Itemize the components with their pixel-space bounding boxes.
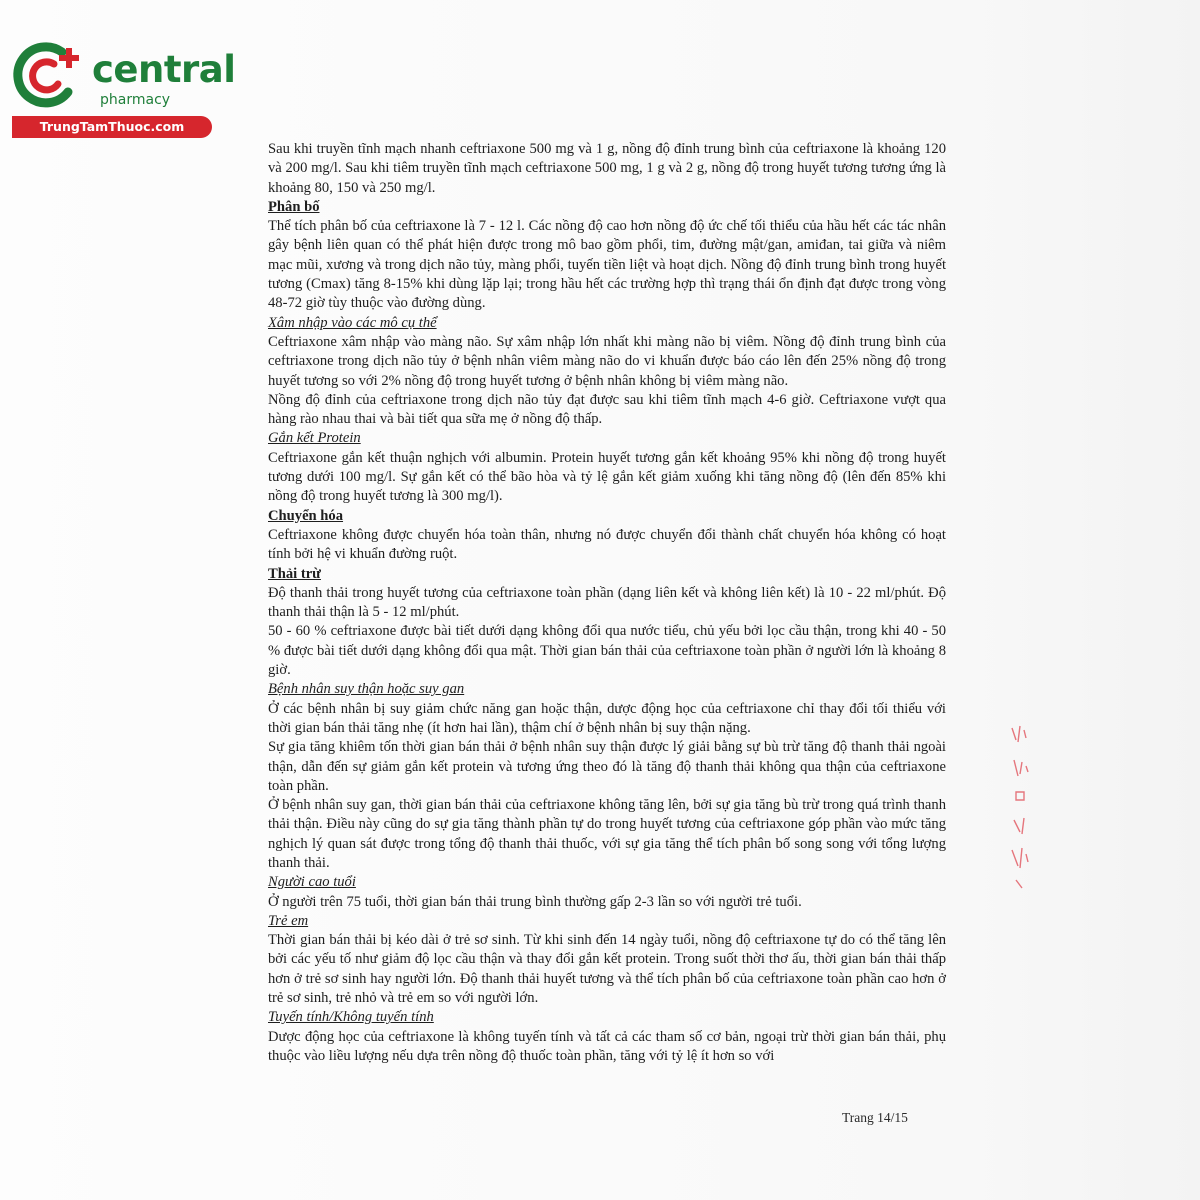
paragraph: Ceftriaxone xâm nhập vào màng não. Sự xâm nhập lớn nhất khi màng não bị viêm. Nồng độ đỉnh trung bình của ceftriaxone trong dịch não tủy ở bệnh nhân viêm màng não do vi khuẩn được báo cáo lên đến 25% nồng độ trong huyết tương so với 2% nồng độ trong huyết tương ở bệnh nhân không bị viêm màng não.	[268, 333, 946, 389]
paragraph: Độ thanh thải trong huyết tương của ceftriaxone toàn phần (dạng liên kết và không liên kết) là 10 - 22 ml/phút. Độ thanh thải thận là 5 - 12 ml/phút.	[268, 584, 946, 621]
paragraph: Ở bệnh nhân suy gan, thời gian bán thải của ceftriaxone không tăng lên, bởi sự gia tăng bù trừ trong quá trình thanh thải thận. Điều này cũng do sự gia tăng thành phần tự do trong huyết tương của ceftriaxone góp phần vào mức tăng nghịch lý quan sát được trong tổng độ thanh thải thuốc, với sự gia tăng thể tích phân bố song song với tổng lượng thanh thải.	[268, 797, 946, 871]
subsection-heading: Người cao tuổi	[268, 874, 356, 891]
subsection-heading: Trẻ em	[268, 912, 309, 929]
document-body	[268, 140, 946, 1066]
paragraph: Sau khi truyền tĩnh mạch nhanh ceftriaxone 500 mg và 1 g, nồng độ đỉnh trung bình của ceftriaxone là khoảng 120 và 200 mg/l. Sau khi tiêm truyền tĩnh mạch ceftriaxone 500 mg, 1 g và 2 g, nồng độ trong huyết tương tương ứng là khoảng 80, 150 và 250 mg/l.	[268, 141, 946, 196]
pharmacy-logo-icon	[10, 38, 88, 116]
section-heading: Phân bố	[268, 198, 320, 215]
paragraph: Dược động học của ceftriaxone là không tuyến tính và tất cả các tham số cơ bản, ngoại trừ thời gian bán thải, phụ thuộc vào liều lượng nếu dựa trên nồng độ thuốc toàn phần, tăng với tỷ lệ ít hơn so với	[268, 1028, 946, 1064]
paragraph: Sự gia tăng khiêm tốn thời gian bán thải ở bệnh nhân suy thận được lý giải bằng sự bù trừ tăng độ thanh thải ngoài thận, dẫn đến sự giảm gắn kết protein và tương ứng theo đó là tăng độ thanh thải không qua thận của ceftriaxone toàn phần.	[268, 739, 946, 794]
subsection-heading: Xâm nhập vào các mô cụ thể	[268, 314, 437, 331]
paragraph: Thời gian bán thải bị kéo dài ở trẻ sơ sinh. Từ khi sinh đến 14 ngày tuổi, nồng độ ceftriaxone tự do có thể tăng lên bởi các yếu tố như giảm độ lọc cầu thận và thay đổi gắn kết protein. Trong suốt thời thơ ấu, thời gian bán thải thấp hơn ở trẻ sơ sinh hay người lớn. Độ thanh thải huyết tương và thể tích phân bố của ceftriaxone toàn phần cao hơn ở trẻ sơ sinh, trẻ nhỏ và trẻ em so với người lớn.	[268, 932, 946, 1007]
side-stamp-mark	[1006, 720, 1034, 890]
central-pharmacy-logo[interactable]	[10, 36, 236, 140]
logo-name: central	[92, 48, 236, 91]
section-heading: Chuyển hóa	[268, 507, 344, 524]
logo-banner: TrungTamThuoc.com	[12, 116, 212, 138]
logo-subtitle: pharmacy	[100, 92, 171, 108]
paragraph: Ceftriaxone gắn kết thuận nghịch với albumin. Protein huyết tương gắn kết khoảng 95% khi nồng độ trong huyết tương dưới 100 mg/l. Sự gắn kết có thể bão hòa và tỷ lệ gắn kết giảm xuống khi tăng nồng độ (lên đến 85% khi nồng độ trong huyết tương là 300 mg/l).	[268, 449, 946, 505]
paragraph: Ở các bệnh nhân bị suy giảm chức năng gan hoặc thận, dược động học của ceftriaxone chỉ thay đổi tối thiểu với thời gian bán thải tăng nhẹ (ít hơn hai lần), thậm chí ở bệnh nhân bị suy thận nặng.	[268, 700, 946, 736]
paragraph: 50 - 60 % ceftriaxone được bài tiết dưới dạng không đổi qua nước tiểu, chủ yếu bởi lọc cầu thận, trong khi 40 - 50 % được bài tiết dưới dạng không đổi qua mật. Thời gian bán thải của ceftriaxone toàn phần ở người lớn là khoảng 8 giờ.	[268, 623, 946, 679]
page-number: Trang 14/15	[842, 1110, 908, 1125]
subsection-heading: Bệnh nhân suy thận hoặc suy gan	[268, 681, 465, 698]
subsection-heading: Tuyến tính/Không tuyến tính	[268, 1009, 434, 1026]
paragraph: Thể tích phân bố của ceftriaxone là 7 - 12 l. Các nồng độ cao hơn nồng độ ức chế tối thiểu của hầu hết các tác nhân gây bệnh liên quan có thể phát hiện được trong mô bao gồm phổi, tim, đường mật/gan, amiđan, tai giữa và niêm mạc mũi, xương và trong dịch não tủy, màng phổi, tuyến tiền liệt và hoạt dịch. Nồng độ đỉnh trung bình trong huyết tương (Cmax) tăng 8-15% khi dùng lặp lại; trong hầu hết các trường hợp thì trạng thái ổn định đạt được trong vòng 48-72 giờ tùy thuộc vào đường dùng.	[268, 218, 946, 312]
paragraph: Ở người trên 75 tuổi, thời gian bán thải trung bình thường gấp 2-3 lần so với người trẻ tuổi.	[268, 893, 802, 910]
paragraph: Ceftriaxone không được chuyển hóa toàn thân, nhưng nó được chuyển đổi thành chất chuyển hóa không có hoạt tính bởi hệ vi khuẩn đường ruột.	[268, 526, 946, 563]
paragraph: Nồng độ đỉnh của ceftriaxone trong dịch não tủy đạt được sau khi tiêm tĩnh mạch 4-6 giờ. Ceftriaxone vượt qua hàng rào nhau thai và bài tiết qua sữa mẹ ở nồng độ thấp.	[268, 391, 946, 428]
section-heading: Thải trừ	[268, 565, 321, 582]
subsection-heading: Gắn kết Protein	[268, 430, 361, 447]
